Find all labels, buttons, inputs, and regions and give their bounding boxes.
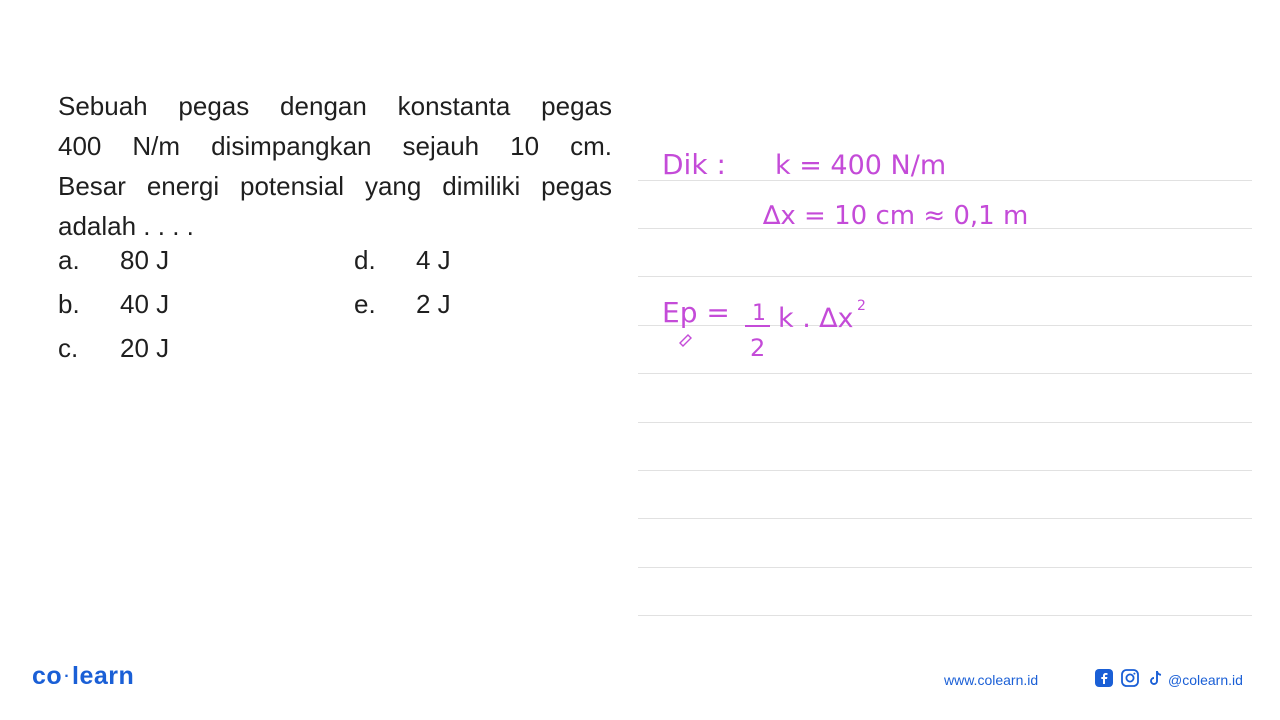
option-value: 2 J bbox=[416, 289, 451, 319]
question-line-1: Sebuah pegas dengan konstanta pegas bbox=[58, 91, 612, 121]
question-line-2: 400 N/m disimpangkan sejauh 10 cm. bbox=[58, 131, 612, 161]
option-letter: e. bbox=[354, 289, 376, 319]
option-letter: c. bbox=[58, 333, 79, 363]
exponent: 2 bbox=[857, 298, 866, 314]
option-value: 4 J bbox=[416, 245, 451, 275]
fraction-denominator: 2 bbox=[750, 334, 766, 362]
handwriting-ink bbox=[662, 148, 1028, 362]
tiktok-icon[interactable] bbox=[1146, 668, 1166, 688]
logo-text-left: co bbox=[32, 662, 63, 690]
option-value: 40 J bbox=[120, 289, 170, 319]
ep-formula-rhs: k . ∆x bbox=[778, 303, 854, 334]
pencil-cursor-icon bbox=[680, 335, 691, 346]
logo-dot: · bbox=[64, 668, 71, 686]
option-letter: b. bbox=[58, 289, 80, 319]
social-handle[interactable]: @colearn.id bbox=[1168, 672, 1243, 688]
option-value: 80 J bbox=[120, 245, 170, 275]
instagram-icon[interactable] bbox=[1120, 668, 1140, 688]
logo-text-right: learn bbox=[72, 662, 135, 690]
option-letter: d. bbox=[354, 245, 376, 275]
k-value-line: k = 400 N/m bbox=[775, 150, 947, 181]
given-label: Dik : bbox=[662, 148, 726, 181]
question-line-4: adalah . . . . bbox=[58, 211, 194, 241]
facebook-icon[interactable] bbox=[1094, 668, 1114, 688]
fraction-numerator: 1 bbox=[752, 301, 766, 326]
dx-value-line: ∆x = 10 cm ≈ 0,1 m bbox=[763, 201, 1029, 231]
option-value: 20 J bbox=[120, 333, 170, 363]
option-letter: a. bbox=[58, 245, 80, 275]
question-line-3: Besar energi potensial yang dimiliki pegas bbox=[58, 171, 612, 201]
colearn-logo bbox=[32, 662, 134, 691]
ep-label: Ep = bbox=[662, 296, 730, 329]
website-link[interactable]: www.colearn.id bbox=[944, 672, 1039, 688]
social-icons bbox=[1094, 668, 1166, 688]
